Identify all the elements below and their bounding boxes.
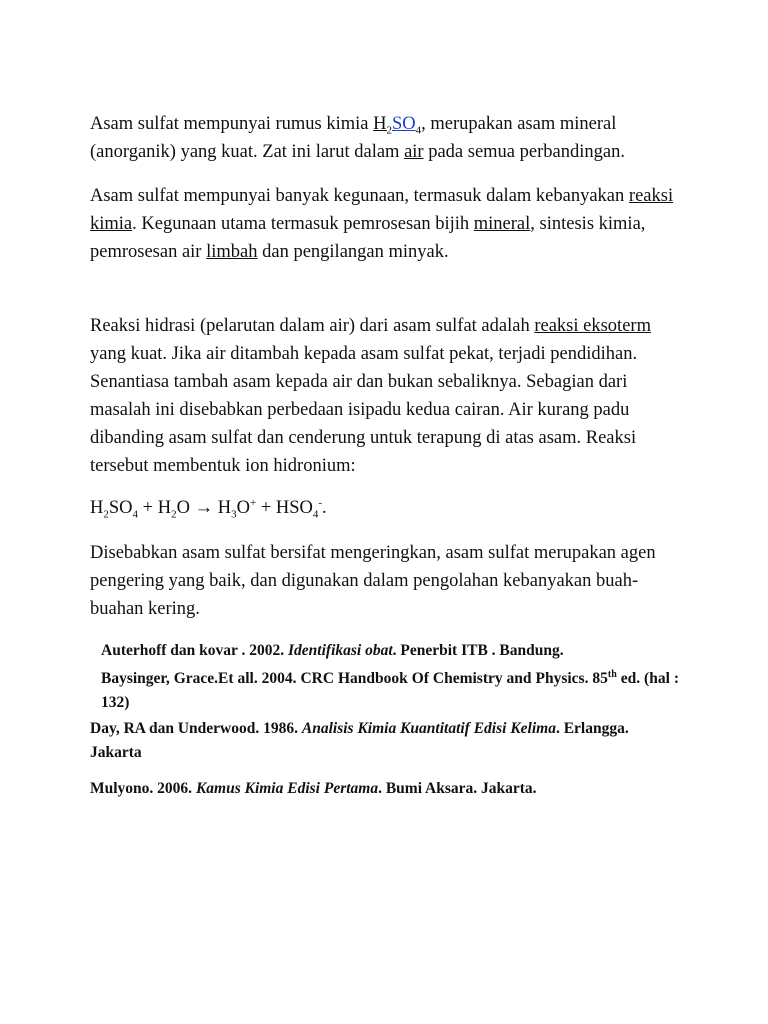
paragraph-3 xyxy=(90,312,690,480)
reaksi-kimia-link[interactable]: reaksi kimia xyxy=(90,186,674,234)
eq-part: O → H xyxy=(176,498,232,518)
eq-part: . xyxy=(322,498,327,518)
eq-sub: 2 xyxy=(103,508,109,521)
ref-title: Identifikasi obat xyxy=(288,642,393,659)
eq-part: + HSO xyxy=(256,498,313,518)
paragraph-4 xyxy=(90,539,690,623)
so4-link[interactable] xyxy=(392,114,416,134)
p1-text-c: pada semua perbandingan. xyxy=(423,142,625,162)
ref-text: . Bumi Aksara. Jakarta. xyxy=(378,780,537,797)
h-link[interactable] xyxy=(373,114,392,137)
eq-sup: - xyxy=(318,496,323,509)
air-link[interactable]: air xyxy=(404,142,424,162)
reference-4 xyxy=(90,777,680,801)
ref-text: Day, RA dan Underwood. 1986. xyxy=(90,720,302,737)
chemical-equation xyxy=(90,494,690,522)
ref-title: Kamus Kimia Edisi Pertama xyxy=(195,780,379,797)
p2-text-d: dan pengilangan minyak. xyxy=(257,242,449,262)
eq-part: H xyxy=(90,498,104,518)
ref-title: Analisis Kimia Kuantitatif Edisi Kelima xyxy=(301,720,556,737)
p3-text-b: yang kuat. Jika air ditambah kepada asam sulfat pekat, terjadi pendidihan. Senantiasa tambah asam kepada air dan bukan sebaliknya. Sebagian dari masalah ini disebabkan perbedaan isipadu kedua cairan. Air kurang padu dibanding asam sulfat dan cenderung untuk terapung di atas asam. Reaksi tersebut membentuk ion hidronium: xyxy=(90,344,638,476)
p1-text-a: Asam sulfat mempunyai rumus kimia xyxy=(90,114,374,134)
reference-2 xyxy=(101,667,679,715)
p1-text-b: , merupakan asam mineral (anorganik) yang kuat. Zat ini larut dalam xyxy=(90,114,617,162)
ref-text: Auterhoff dan kovar . 2002. xyxy=(101,642,289,659)
eq-part: + H xyxy=(138,498,172,518)
so-subscript: 4 xyxy=(415,124,422,137)
p4-text: Disebabkan asam sulfat bersifat mengeringkan, asam sulfat merupakan agen pengering yang baik, dan digunakan dalam pengolahan kebanyakan buah-buahan kering. xyxy=(90,543,656,619)
paragraph-2 xyxy=(90,182,690,266)
ref-text: Mulyono. 2006. xyxy=(90,780,196,797)
reaksi-eksoterm-link[interactable]: reaksi eksoterm xyxy=(534,316,651,336)
ref-text: . Erlangga. Jakarta xyxy=(90,720,629,761)
ref-sup: th xyxy=(607,668,617,680)
eq-sup: + xyxy=(249,496,257,509)
eq-sub: 2 xyxy=(171,508,177,521)
reference-3 xyxy=(90,717,680,765)
p2-text-b: . Kegunaan utama termasuk pemrosesan bijih xyxy=(132,214,474,234)
p3-text-a: Reaksi hidrasi (pelarutan dalam air) dari asam sulfat adalah xyxy=(90,316,535,336)
eq-part: O xyxy=(236,498,250,518)
so-symbol: SO xyxy=(392,114,416,134)
eq-sub: 4 xyxy=(312,508,319,521)
p2-text-a: Asam sulfat mempunyai banyak kegunaan, termasuk dalam kebanyakan xyxy=(90,186,629,206)
eq-sub: 3 xyxy=(231,508,237,521)
h-symbol: H xyxy=(373,114,387,134)
limbah-link[interactable]: limbah xyxy=(206,242,258,262)
paragraph-1 xyxy=(90,110,690,166)
h-subscript: 2 xyxy=(386,124,392,137)
ref-text: . Penerbit ITB . Bandung. xyxy=(392,642,564,659)
ref-text: ed. (hal : 132) xyxy=(101,670,679,711)
mineral-link[interactable]: mineral xyxy=(473,214,531,234)
ref-text: Baysinger, Grace.Et all. 2004. CRC Handbook Of Chemistry and Physics. 85 xyxy=(101,670,608,687)
p2-text-c: , sintesis kimia, pemrosesan air xyxy=(90,214,646,262)
reference-1 xyxy=(101,639,691,663)
eq-sub: 4 xyxy=(132,508,139,521)
eq-part: SO xyxy=(108,498,133,518)
